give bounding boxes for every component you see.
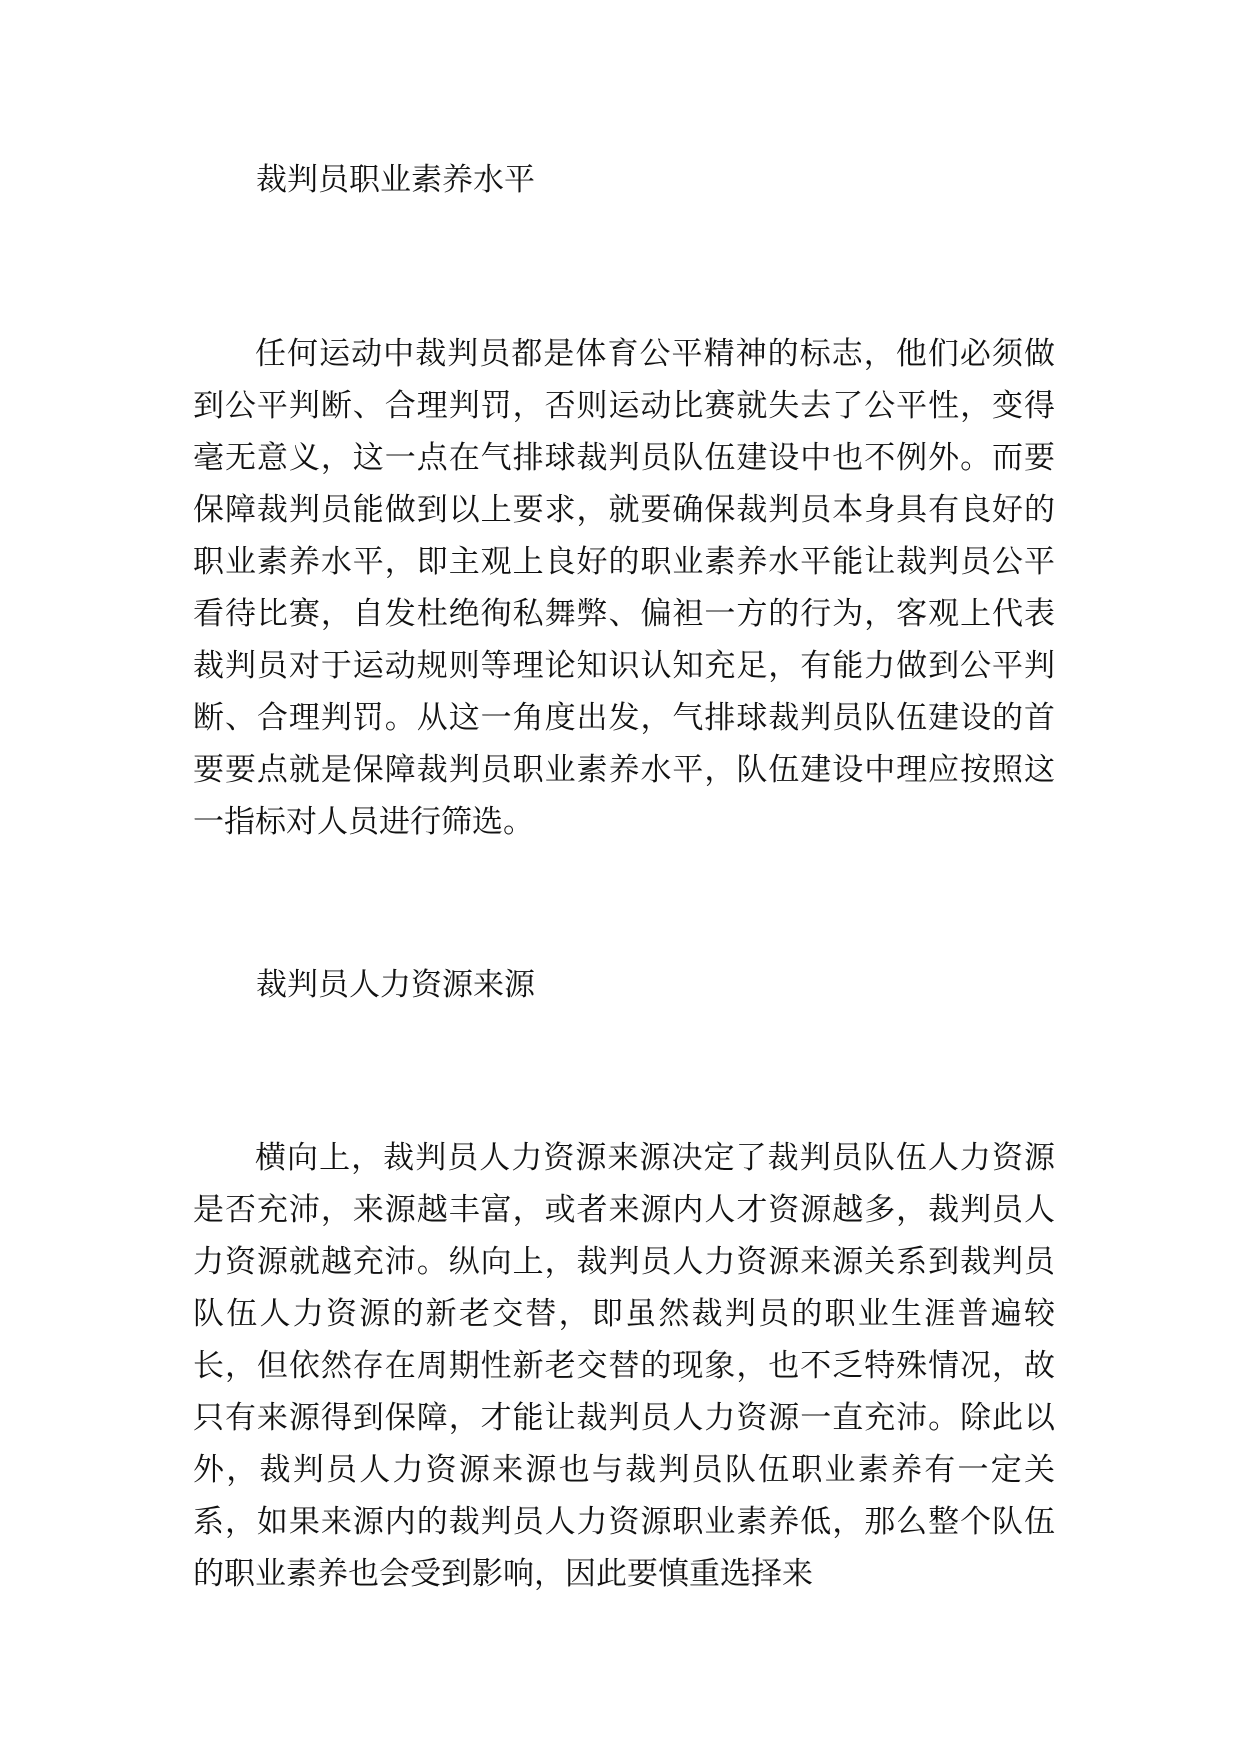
section-heading-professional-quality: 裁判员职业素养水平 — [256, 162, 535, 198]
section-heading-human-resource-source: 裁判员人力资源来源 — [256, 967, 535, 1003]
paragraph-human-resource-source: 横向上，裁判员人力资源来源决定了裁判员队伍人力资源是否充沛，来源越丰富，或者来源内人才资源越多，裁判员人力资源就越充沛。纵向上，裁判员人力资源来源关系到裁判员队伍人力资源的新老交替，即虽然裁判员的职业生涯普遍较长，但依然存在周期性新老交替的现象，也不乏特殊情况，故只有来源得到保障，才能让裁判员人力资源一直充沛。除此以外，裁判员人力资源来源也与裁判员队伍职业素养有一定关系，如果来源内的裁判员人力资源职业素养低，那么整个队伍的职业素养也会受到影响，因此要慎重选择来 — [193, 1140, 1055, 1592]
paragraph-professional-quality: 任何运动中裁判员都是体育公平精神的标志，他们必须做到公平判断、合理判罚，否则运动比赛就失去了公平性，变得毫无意义，这一点在气排球裁判员队伍建设中也不例外。而要保障裁判员能做到以上要求，就要确保裁判员本身具有良好的职业素养水平，即主观上良好的职业素养水平能让裁判员公平看待比赛，自发杜绝徇私舞弊、偏袒一方的行为，客观上代表裁判员对于运动规则等理论知识认知充足，有能力做到公平判断、合理判罚。从这一角度出发，气排球裁判员队伍建设的首要要点就是保障裁判员职业素养水平，队伍建设中理应按照这一指标对人员进行筛选。 — [193, 336, 1055, 840]
